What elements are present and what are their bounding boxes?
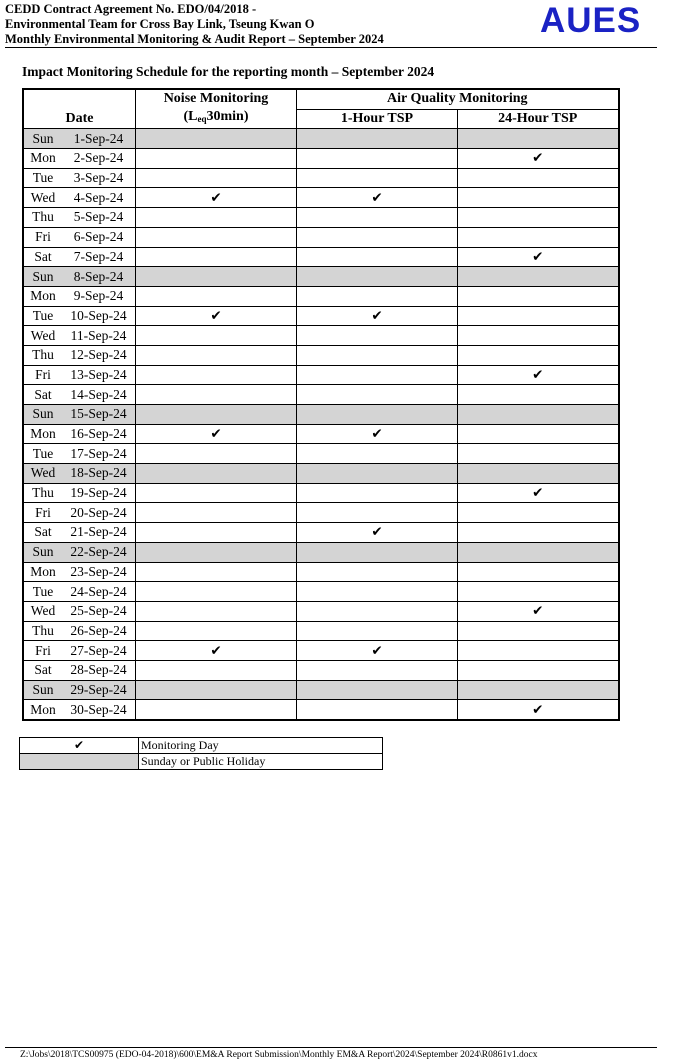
- noise-cell: [136, 424, 297, 444]
- tsp-24hour-cell: [458, 188, 619, 208]
- schedule-title: Impact Monitoring Schedule for the reporting month – September 2024: [22, 64, 435, 79]
- tsp-24hour-cell: [458, 424, 619, 444]
- tsp-1hour-cell: [297, 424, 458, 444]
- day-cell: Sun: [23, 680, 62, 700]
- date-cell: 30-Sep-24: [62, 700, 136, 720]
- tsp-24hour-cell: [458, 286, 619, 306]
- day-cell: Mon: [23, 149, 62, 169]
- date-cell: 21-Sep-24: [62, 523, 136, 543]
- date-cell: 16-Sep-24: [62, 424, 136, 444]
- date-cell: 25-Sep-24: [62, 601, 136, 621]
- schedule-row: [23, 542, 619, 562]
- noise-cell: [136, 660, 297, 680]
- tsp-24hour-cell: [458, 542, 619, 562]
- schedule-row: [23, 149, 619, 169]
- tsp-1hour-header: 1-Hour TSP: [297, 109, 458, 129]
- date-cell: 27-Sep-24: [62, 641, 136, 661]
- noise-cell: [136, 405, 297, 425]
- noise-cell: [136, 188, 297, 208]
- schedule-row: [23, 641, 619, 661]
- date-cell: 28-Sep-24: [62, 660, 136, 680]
- day-cell: Thu: [23, 621, 62, 641]
- noise-cell: [136, 286, 297, 306]
- date-cell: 13-Sep-24: [62, 365, 136, 385]
- day-cell: Fri: [23, 365, 62, 385]
- tsp-1hour-cell: [297, 306, 458, 326]
- check-icon: ✔: [371, 642, 383, 658]
- legend-check-icon: ✔: [20, 738, 139, 754]
- day-cell: Sat: [23, 385, 62, 405]
- tsp-1hour-cell: [297, 444, 458, 464]
- date-cell: 1-Sep-24: [62, 129, 136, 149]
- schedule-row: [23, 464, 619, 484]
- tsp-1hour-cell: [297, 483, 458, 503]
- tsp-1hour-cell: [297, 464, 458, 484]
- noise-cell: [136, 503, 297, 523]
- date-cell: 24-Sep-24: [62, 582, 136, 602]
- legend-holiday-label: Sunday or Public Holiday: [139, 754, 383, 770]
- schedule-row: [23, 601, 619, 621]
- check-icon: ✔: [371, 426, 383, 442]
- noise-cell: [136, 306, 297, 326]
- tsp-24hour-cell: [458, 641, 619, 661]
- tsp-24hour-cell: [458, 562, 619, 582]
- date-cell: 20-Sep-24: [62, 503, 136, 523]
- tsp-1hour-cell: [297, 621, 458, 641]
- tsp-1hour-cell: [297, 542, 458, 562]
- day-cell: Mon: [23, 286, 62, 306]
- day-cell: Sun: [23, 405, 62, 425]
- tsp-1hour-cell: [297, 168, 458, 188]
- date-cell: 11-Sep-24: [62, 326, 136, 346]
- tsp-24hour-cell: [458, 483, 619, 503]
- tsp-24hour-cell: [458, 385, 619, 405]
- day-cell: Tue: [23, 444, 62, 464]
- schedule-row: [23, 424, 619, 444]
- day-cell: Thu: [23, 483, 62, 503]
- schedule-row: [23, 326, 619, 346]
- tsp-1hour-cell: [297, 385, 458, 405]
- day-cell: Sat: [23, 660, 62, 680]
- day-cell: Wed: [23, 464, 62, 484]
- tsp-1hour-cell: [297, 641, 458, 661]
- header-line-contract: CEDD Contract Agreement No. EDO/04/2018 -: [5, 2, 257, 16]
- noise-cell: [136, 227, 297, 247]
- date-cell: 29-Sep-24: [62, 680, 136, 700]
- tsp-1hour-cell: [297, 208, 458, 228]
- date-cell: 8-Sep-24: [62, 267, 136, 287]
- day-cell: Wed: [23, 326, 62, 346]
- schedule-row: [23, 345, 619, 365]
- tsp-1hour-cell: [297, 326, 458, 346]
- noise-cell: [136, 523, 297, 543]
- schedule-row: [23, 188, 619, 208]
- noise-cell: [136, 483, 297, 503]
- tsp-24hour-cell: [458, 326, 619, 346]
- check-icon: ✔: [532, 603, 544, 619]
- schedule-row: [23, 267, 619, 287]
- noise-cell: [136, 129, 297, 149]
- schedule-row: [23, 405, 619, 425]
- schedule-row: [23, 503, 619, 523]
- tsp-24hour-cell: [458, 464, 619, 484]
- schedule-body: [23, 129, 619, 720]
- check-icon: ✔: [210, 307, 222, 323]
- legend-holiday-swatch: [20, 754, 139, 770]
- legend-monitoring-label: Monitoring Day: [139, 738, 383, 754]
- tsp-24hour-cell: [458, 601, 619, 621]
- schedule-row: [23, 306, 619, 326]
- schedule-row: [23, 582, 619, 602]
- tsp-1hour-cell: [297, 188, 458, 208]
- date-cell: 19-Sep-24: [62, 483, 136, 503]
- date-cell: 15-Sep-24: [62, 405, 136, 425]
- day-cell: Wed: [23, 601, 62, 621]
- date-cell: 6-Sep-24: [62, 227, 136, 247]
- tsp-24hour-cell: [458, 621, 619, 641]
- schedule-row: [23, 483, 619, 503]
- noise-cell: [136, 464, 297, 484]
- day-cell: Fri: [23, 641, 62, 661]
- day-cell: Sat: [23, 523, 62, 543]
- tsp-1hour-cell: [297, 680, 458, 700]
- day-cell: Sun: [23, 129, 62, 149]
- noise-cell: [136, 562, 297, 582]
- tsp-24hour-cell: [458, 306, 619, 326]
- noise-cell: [136, 641, 297, 661]
- noise-cell: [136, 247, 297, 267]
- day-cell: Mon: [23, 424, 62, 444]
- noise-header: [136, 89, 297, 129]
- tsp-1hour-cell: [297, 503, 458, 523]
- schedule-row: [23, 227, 619, 247]
- date-cell: 3-Sep-24: [62, 168, 136, 188]
- noise-cell: [136, 542, 297, 562]
- day-cell: Tue: [23, 168, 62, 188]
- noise-cell: [136, 700, 297, 720]
- tsp-24hour-cell: [458, 149, 619, 169]
- tsp-24hour-cell: [458, 680, 619, 700]
- check-icon: ✔: [532, 248, 544, 264]
- date-cell: 26-Sep-24: [62, 621, 136, 641]
- tsp-24hour-cell: [458, 129, 619, 149]
- noise-cell: [136, 385, 297, 405]
- date-cell: 10-Sep-24: [62, 306, 136, 326]
- legend: [19, 737, 383, 770]
- check-icon: ✔: [532, 701, 544, 717]
- tsp-1hour-cell: [297, 286, 458, 306]
- header-divider: [5, 47, 657, 48]
- date-header-label: Date: [65, 111, 94, 127]
- tsp-1hour-cell: [297, 149, 458, 169]
- schedule-row: [23, 247, 619, 267]
- check-icon: ✔: [210, 426, 222, 442]
- date-cell: 18-Sep-24: [62, 464, 136, 484]
- day-cell: Fri: [23, 503, 62, 523]
- tsp-1hour-cell: [297, 582, 458, 602]
- date-cell: 9-Sep-24: [62, 286, 136, 306]
- date-cell: 14-Sep-24: [62, 385, 136, 405]
- tsp-1hour-cell: [297, 700, 458, 720]
- day-cell: Fri: [23, 227, 62, 247]
- tsp-24hour-cell: [458, 168, 619, 188]
- tsp-1hour-cell: [297, 562, 458, 582]
- tsp-1hour-cell: [297, 601, 458, 621]
- schedule-row: [23, 208, 619, 228]
- check-icon: ✔: [371, 307, 383, 323]
- schedule-row: [23, 680, 619, 700]
- schedule-row: [23, 700, 619, 720]
- tsp-1hour-cell: [297, 405, 458, 425]
- footer-divider: [5, 1047, 657, 1048]
- schedule-row: [23, 562, 619, 582]
- tsp-1hour-cell: [297, 523, 458, 543]
- schedule-row: [23, 444, 619, 464]
- tsp-24hour-cell: [458, 405, 619, 425]
- noise-header-label: Noise Monitoring: [163, 91, 269, 107]
- tsp-1hour-cell: [297, 129, 458, 149]
- day-cell: Sat: [23, 247, 62, 267]
- check-icon: ✔: [532, 366, 544, 382]
- tsp-24hour-cell: [458, 523, 619, 543]
- schedule-row: [23, 365, 619, 385]
- noise-cell: [136, 621, 297, 641]
- day-cell: Tue: [23, 306, 62, 326]
- monitoring-schedule-table: [22, 88, 620, 721]
- tsp-1hour-cell: [297, 247, 458, 267]
- date-cell: 2-Sep-24: [62, 149, 136, 169]
- tsp-24hour-cell: [458, 700, 619, 720]
- check-icon: ✔: [532, 485, 544, 501]
- header-line-team: Environmental Team for Cross Bay Link, Tseung Kwan O: [5, 17, 315, 31]
- noise-cell: [136, 326, 297, 346]
- day-cell: Tue: [23, 582, 62, 602]
- tsp-24hour-cell: [458, 227, 619, 247]
- noise-cell: [136, 444, 297, 464]
- tsp-1hour-cell: [297, 345, 458, 365]
- noise-cell: [136, 168, 297, 188]
- noise-cell: [136, 267, 297, 287]
- check-icon: ✔: [210, 642, 222, 658]
- day-cell: Sun: [23, 267, 62, 287]
- schedule-row: [23, 129, 619, 149]
- check-icon: ✔: [371, 524, 383, 540]
- tsp-1hour-cell: [297, 660, 458, 680]
- schedule-row: [23, 621, 619, 641]
- schedule-row: [23, 385, 619, 405]
- header-line-report: Monthly Environmental Monitoring & Audit Report – September 2024: [5, 32, 384, 46]
- day-cell: Thu: [23, 345, 62, 365]
- day-cell: Thu: [23, 208, 62, 228]
- tsp-24hour-cell: [458, 444, 619, 464]
- check-icon: ✔: [371, 189, 383, 205]
- air-quality-header: Air Quality Monitoring: [297, 89, 619, 109]
- day-cell: Wed: [23, 188, 62, 208]
- schedule-row: [23, 660, 619, 680]
- check-icon: ✔: [210, 189, 222, 205]
- schedule-row: [23, 523, 619, 543]
- schedule-row: [23, 286, 619, 306]
- tsp-24hour-cell: [458, 345, 619, 365]
- date-cell: 7-Sep-24: [62, 247, 136, 267]
- tsp-1hour-cell: [297, 267, 458, 287]
- noise-cell: [136, 680, 297, 700]
- tsp-24hour-cell: [458, 365, 619, 385]
- tsp-24hour-cell: [458, 660, 619, 680]
- report-header: [5, 2, 384, 47]
- tsp-1hour-cell: [297, 365, 458, 385]
- date-header: [23, 89, 136, 129]
- noise-cell: [136, 208, 297, 228]
- tsp-1hour-cell: [297, 227, 458, 247]
- noise-cell: [136, 149, 297, 169]
- day-cell: Mon: [23, 700, 62, 720]
- footer-file-path: Z:\Jobs\2018\TCS00975 (EDO-04-2018)\600\EM&A Report Submission\Monthly EM&A Report\2024\September 2024\R0861v1.docx: [20, 1050, 538, 1060]
- noise-cell: [136, 365, 297, 385]
- tsp-24hour-cell: [458, 582, 619, 602]
- noise-cell: [136, 601, 297, 621]
- tsp-24hour-header: 24-Hour TSP: [458, 109, 619, 129]
- noise-header-unit: $(L_{eq}30\min)$: [183, 109, 249, 125]
- noise-cell: [136, 582, 297, 602]
- tsp-24hour-cell: [458, 267, 619, 287]
- date-cell: 23-Sep-24: [62, 562, 136, 582]
- date-cell: 12-Sep-24: [62, 345, 136, 365]
- tsp-24hour-cell: [458, 208, 619, 228]
- date-cell: 4-Sep-24: [62, 188, 136, 208]
- tsp-24hour-cell: [458, 503, 619, 523]
- schedule-row: [23, 168, 619, 188]
- check-icon: ✔: [532, 150, 544, 166]
- date-cell: 22-Sep-24: [62, 542, 136, 562]
- aues-logo: AUES: [540, 1, 642, 40]
- noise-cell: [136, 345, 297, 365]
- date-cell: 17-Sep-24: [62, 444, 136, 464]
- date-cell: 5-Sep-24: [62, 208, 136, 228]
- day-cell: Sun: [23, 542, 62, 562]
- day-cell: Mon: [23, 562, 62, 582]
- tsp-24hour-cell: [458, 247, 619, 267]
